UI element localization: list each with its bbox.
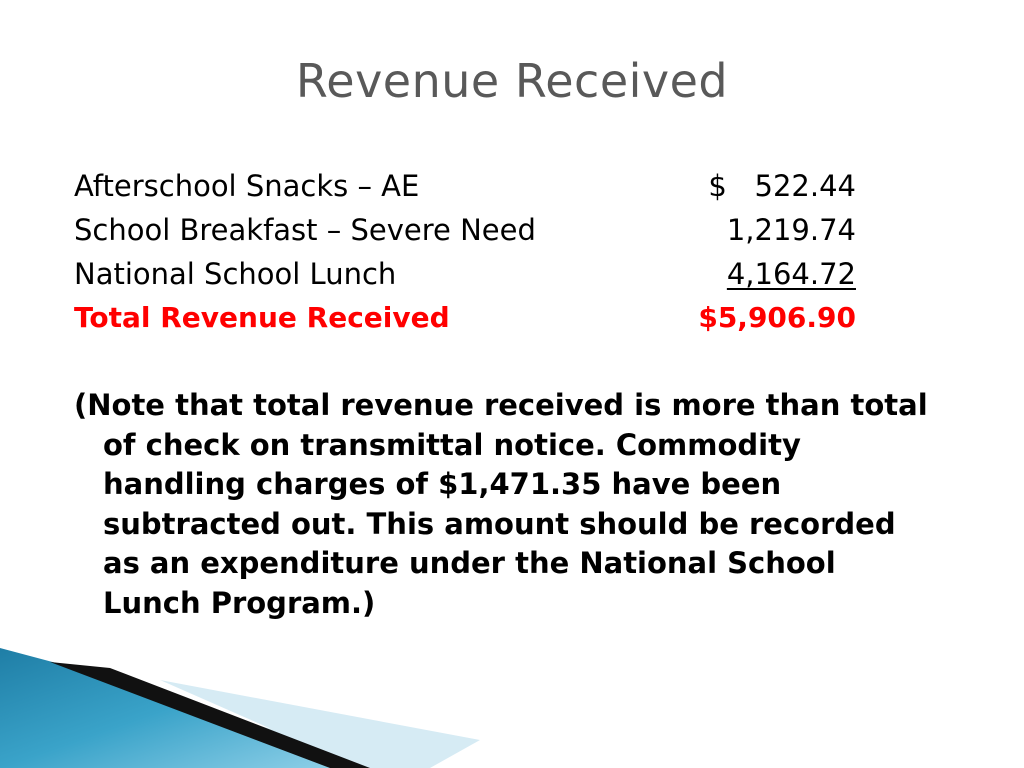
- revenue-amount: 1,219.74: [726, 213, 856, 247]
- revenue-label: National School Lunch: [74, 257, 397, 291]
- note-line: handling charges of $1,471.35 have been: [103, 467, 782, 501]
- slide-title: Revenue Received: [295, 54, 729, 108]
- revenue-amount: $ 522.44: [708, 169, 856, 203]
- revenue-total-label: Total Revenue Received: [74, 301, 450, 334]
- note-line: subtracted out. This amount should be recorded: [103, 506, 896, 541]
- note-line: as an expenditure under the National School: [103, 546, 836, 580]
- revenue-label: Afterschool Snacks – AE: [74, 169, 420, 203]
- note-line: of check on transmittal notice. Commodity: [103, 427, 801, 462]
- note-line: (Note that total revenue received is more than total: [74, 388, 928, 422]
- revenue-total-amount: $5,906.90: [698, 301, 856, 334]
- revenue-amount: 4,164.72: [726, 257, 856, 291]
- revenue-label: School Breakfast – Severe Need: [74, 213, 536, 247]
- note-line: Lunch Program.): [103, 585, 376, 620]
